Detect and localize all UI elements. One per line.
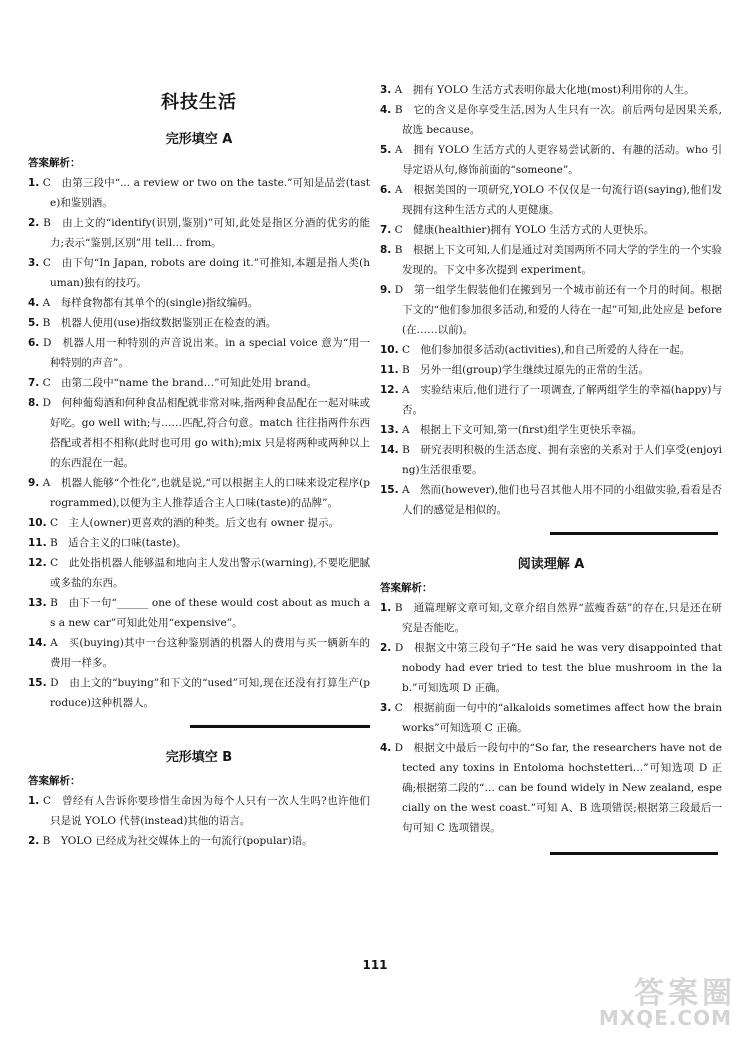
item-text: A 拥有 YOLO 生活方式表明你最大化地(most)利用你的人生。: [394, 84, 695, 96]
item-number: 6.: [28, 337, 40, 349]
item-number: 7.: [380, 224, 392, 236]
section-divider: [190, 725, 370, 728]
item-text: A 根据上下文可知,第一(first)组学生更快乐幸福。: [401, 424, 643, 436]
item-number: 8.: [28, 397, 40, 409]
item-text: C 根据前面一句中的“alkaloids sometimes affect how the brain works”可知选项 C 正确。: [394, 702, 722, 734]
item-text: B 通篇理解文章可知,文章介绍自然界“蓝瘦香菇”的存在,只是还在研究是否能吃。: [394, 602, 722, 634]
item-number: 1.: [380, 602, 392, 614]
section-divider: [550, 852, 718, 855]
item-text: C 此处指机器人能够温和地向主人发出警示(warning),不要吃肥腻或多盐的东西。: [50, 557, 370, 589]
section-divider: [550, 532, 718, 535]
item-text: A 拥有 YOLO 生活方式的人更容易尝试新的、有趣的活动。who 引导定语从句,修饰前面的“someone”。: [394, 144, 722, 176]
list-item: [28, 473, 370, 513]
list-item: [380, 100, 722, 140]
item-number: 5.: [380, 144, 392, 156]
page-number: 111: [362, 958, 388, 972]
item-text: C 由下句“In Japan, robots are doing it.”可推知,本题是指人类(human)独有的技巧。: [42, 257, 370, 289]
list-item: [380, 480, 722, 520]
item-text: C 曾经有人告诉你要珍惜生命因为每个人只有一次人生吗?也许他们只是说 YOLO 代替(instead)其他的语言。: [42, 795, 370, 827]
list-item: [380, 180, 722, 220]
list-item: [28, 293, 370, 313]
item-number: 4.: [380, 742, 392, 754]
left-column: [28, 80, 370, 851]
right-column: [380, 80, 722, 873]
list-item: [28, 333, 370, 373]
watermark-url: MXQE.COM: [598, 1006, 732, 1030]
item-text: D 由上文的“buying”和下文的“used”可知,现在还没有打算生产(produce)这种机器人。: [50, 677, 370, 709]
section-title-cloze-a: 完形填空 A: [165, 132, 233, 147]
list-item: [380, 80, 722, 100]
item-number: 10.: [28, 517, 47, 529]
list-item: [380, 340, 722, 360]
item-text: D 何种葡萄酒和何种食品相配就非常对味,指两种食品配在一起对味或好吃。go well with;与……匹配,符合句意。match 往往指两件东西搭配或者相不相称(此时也可用 go with);mix 只是将两种或两种以上的东西混在一起。: [42, 397, 370, 469]
list-item: [380, 638, 722, 698]
item-text: B 由上文的“identify(识别,鉴别)”可知,此处是指区分酒的优劣的能力;表示“鉴别,区别”用 tell… from。: [43, 217, 370, 249]
item-text: A 实验结束后,他们进行了一项调查,了解两组学生的幸福(happy)与否。: [402, 384, 722, 416]
list-item: [380, 360, 722, 380]
cloze-a-list: [28, 173, 370, 713]
item-number: 9.: [28, 477, 40, 489]
item-number: 15.: [380, 484, 399, 496]
item-number: 8.: [380, 244, 392, 256]
item-text: D 机器人用一种特别的声音说出来。in a special voice 意为“用一种特别的声音”。: [42, 337, 370, 369]
item-text: C 由第二段中“name the brand…”可知此处用 brand。: [42, 377, 318, 389]
item-text: B YOLO 已经成为社交媒体上的一句流行(popular)语。: [42, 835, 313, 847]
item-text: B 另外一组(group)学生继续过原先的正常的生活。: [401, 364, 649, 376]
item-text: A 每样食物都有其单个的(single)指纹编码。: [42, 297, 259, 309]
item-text: A 机器人能够“个性化”,也就是说,“可以根据主人的口味来设定程序(programmed),以便为主人推荐适合主人口味(taste)的品牌”。: [42, 477, 370, 509]
item-number: 1.: [28, 177, 40, 189]
item-text: C 主人(owner)更喜欢的酒的种类。后文也有 owner 提示。: [49, 517, 339, 529]
item-number: 11.: [380, 364, 399, 376]
item-number: 14.: [380, 444, 399, 456]
answer-heading: 答案解析：: [380, 582, 433, 594]
item-number: 4.: [380, 104, 392, 116]
item-number: 13.: [28, 597, 47, 609]
list-item: [28, 173, 370, 213]
item-number: 13.: [380, 424, 399, 436]
item-text: C 他们参加很多活动(activities),和自己所爱的人待在一起。: [401, 344, 691, 356]
list-item: [28, 513, 370, 533]
item-text: D 根据文中最后一段句中的“So far, the researchers have not detected any toxins in Entoloma hochstetteri…”可知选项 D 正确;根据第二段的“… can be found widely in New zealand, especially on the west coast.”可知 A、B 选项错误;根据第三段最后一句可知 C 选项错误。: [394, 742, 722, 834]
item-number: 3.: [380, 84, 392, 96]
item-number: 5.: [28, 317, 40, 329]
item-number: 14.: [28, 637, 47, 649]
cloze-b-list-continued: [380, 80, 722, 520]
item-number: 2.: [380, 642, 392, 654]
list-item: [380, 240, 722, 280]
list-item: [380, 420, 722, 440]
list-item: [28, 633, 370, 673]
list-item: [380, 220, 722, 240]
list-item: [28, 253, 370, 293]
item-text: B 根据上下文可知,人们是通过对美国两所不同大学的学生的一个实验发现的。下文中多次提到 experiment。: [394, 244, 722, 276]
item-number: 9.: [380, 284, 392, 296]
list-item: [380, 598, 722, 638]
item-text: C 由第三段中“... a review or two on the taste.”可知是品尝(taste)和鉴别酒。: [42, 177, 370, 209]
reading-a-list: [380, 598, 722, 838]
item-text: B 它的含义是你享受生活,因为人生只有一次。前后两句是因果关系,故选 because。: [394, 104, 723, 136]
section-title-cloze-b: 完形填空 B: [165, 750, 233, 765]
list-item: [380, 440, 722, 480]
item-text: A 然而(however),他们也号召其他人用不同的小组做实验,看看是否人们的感觉是相似的。: [401, 484, 722, 516]
item-number: 2.: [28, 217, 40, 229]
item-number: 15.: [28, 677, 47, 689]
item-number: 11.: [28, 537, 47, 549]
item-number: 6.: [380, 184, 392, 196]
list-item: [380, 140, 722, 180]
item-text: A 买(buying)其中一台这种鉴别酒的机器人的费用与买一辆新车的费用一样多。: [50, 637, 370, 669]
item-number: 12.: [380, 384, 399, 396]
list-item: [380, 698, 722, 738]
list-item: [28, 831, 370, 851]
list-item: [380, 380, 722, 420]
list-item: [28, 791, 370, 831]
item-text: D 根据文中第三段句子“He said he was very disappointed that nobody had ever tried to test the blue mushroom in the lab.”可知选项 D 正确。: [394, 642, 722, 694]
list-item: [28, 593, 370, 633]
list-item: [28, 393, 370, 473]
item-number: 7.: [28, 377, 40, 389]
item-text: C 健康(healthier)拥有 YOLO 生活方式的人更快乐。: [394, 224, 655, 236]
list-item: [28, 373, 370, 393]
watermark-logo: 答案圈: [634, 976, 736, 1011]
list-item: [380, 280, 722, 340]
item-number: 1.: [28, 795, 40, 807]
section-title-reading-a: 阅读理解 A: [517, 557, 585, 572]
list-item: [28, 313, 370, 333]
item-number: 2.: [28, 835, 40, 847]
item-text: B 机器人使用(use)指纹数据鉴别正在检查的酒。: [42, 317, 277, 329]
list-item: [28, 553, 370, 593]
list-item: [380, 738, 722, 838]
list-item: [28, 533, 370, 553]
item-number: 4.: [28, 297, 40, 309]
item-number: 12.: [28, 557, 47, 569]
cloze-b-list: [28, 791, 370, 851]
item-text: A 根据美国的一项研究,YOLO 不仅仅是一句流行语(saying),他们发现拥有这种生活方式的人更健康。: [394, 184, 722, 216]
item-text: B 研究表明积极的生活态度、拥有亲密的关系对于人们享受(enjoying)生活很重要。: [402, 444, 723, 476]
list-item: [28, 673, 370, 713]
list-item: [28, 213, 370, 253]
item-text: B 适合主义的口味(taste)。: [49, 537, 187, 549]
item-number: 10.: [380, 344, 399, 356]
item-number: 3.: [28, 257, 40, 269]
item-number: 3.: [380, 702, 392, 714]
item-text: B 由下一句“______ one of these would cost about as much as a new car”可知此处用“expensive”。: [50, 597, 370, 629]
answer-heading: 答案解析：: [28, 775, 81, 787]
answer-heading: 答案解析：: [28, 157, 81, 169]
item-text: D 第一组学生假装他们在搬到另一个城市前还有一个月的时间。根据下文的“他们参加很多活动,和爱的人待在一起”可知,此处应是 before(在……以前)。: [394, 284, 722, 336]
page-title: 科技生活: [161, 92, 237, 113]
